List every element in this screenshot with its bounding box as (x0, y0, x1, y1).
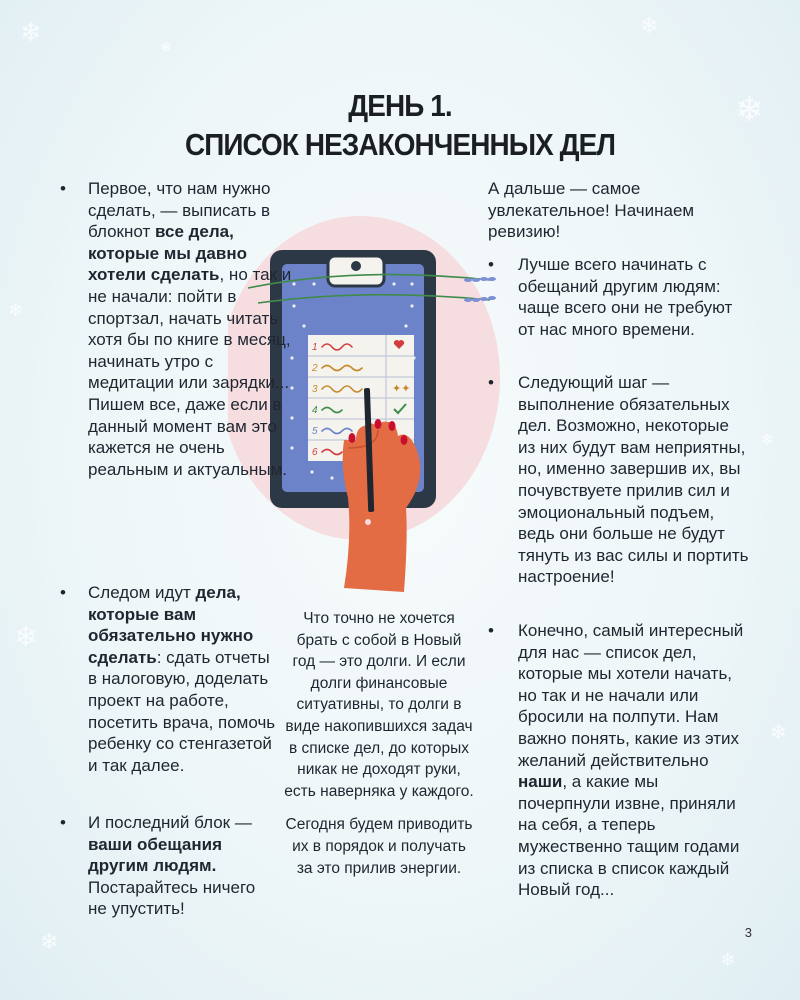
bold-text: дела, которые вам обязательно нужно сделать (88, 583, 254, 667)
left-bullet-2 (60, 582, 280, 776)
snowflake-icon: ❄ (40, 930, 59, 955)
snowflake-icon: ❄ (8, 300, 24, 321)
list-number: 2 (312, 363, 318, 374)
text: И последний блок — (88, 813, 252, 832)
left-bullet-3 (60, 812, 270, 920)
middle-paragraph-1: Что точно не хочется брать с собой в Новый год — это долги. И если долги финансовые ситуативны, то долги в виде накопившихся задач в списке дел, до которых никак не доходят руки, есть наверняка у каждого. (284, 610, 474, 800)
page-title (0, 86, 800, 164)
bullet-icon: • (488, 255, 494, 274)
text: Постарайтесь ничего не упустить! (88, 877, 256, 919)
text: Первое, что нам нужно сделать, — выписать в блокнот (88, 179, 271, 242)
title-line-1: ДЕНЬ 1. (348, 88, 452, 123)
right-bullet-2 (488, 372, 750, 588)
text: : сдать отчеты в налоговую, доделать проект на работе, посетить врача, помочь ребенку со стенгазетой и так далее. (88, 647, 276, 775)
snowflake-icon: ❄ (770, 720, 787, 744)
page-number: 3 (744, 925, 752, 940)
snowflake-icon: ❄ (14, 620, 38, 653)
snowflake-icon: ❄ (760, 430, 774, 449)
text: , а какие мы почерпнули извне, приняли на себя, а теперь мужественно тащим годами из списка в список каждый Новый год... (518, 772, 740, 900)
title-line-2: СПИСОК НЕЗАКОНЧЕННЫХ ДЕЛ (184, 127, 616, 162)
list-number: 6 (312, 447, 318, 458)
snowflake-icon: ❄ (735, 90, 764, 130)
snowflake-icon: ❄ (20, 18, 42, 48)
right-bullet-1 (488, 254, 750, 340)
left-bullet-1 (60, 178, 300, 480)
bullet-icon: • (488, 621, 494, 640)
list-number: 1 (312, 342, 318, 353)
bold-text: ваши обещания другим людям. (88, 834, 223, 876)
middle-paragraph-2: Сегодня будем приводить их в порядок и получать за это прилив энергии. (285, 816, 473, 877)
text: , но так и не начали: пойти в спортзал, начать читать хотя бы по книге в месяц, начинать утро с медитации или зарядки... Пишем все, даже если в данный момент вам это кажется не очень реальным и актуальным. (88, 265, 292, 479)
middle-column (284, 608, 474, 879)
bullet-icon: • (60, 179, 66, 198)
plus-marks: ✦✦ (392, 382, 411, 395)
snowflake-icon: ❄ (640, 14, 659, 39)
bullet-icon: • (60, 813, 66, 832)
snowflake-icon: ❄ (720, 950, 736, 971)
list-number: 5 (312, 426, 318, 437)
list-number: 3 (312, 384, 318, 395)
bullet-icon: • (60, 583, 66, 602)
right-intro: А дальше — самое увлекательное! Начинаем ревизию! (488, 179, 695, 242)
right-bullet-3 (488, 620, 750, 901)
text: Следующий шаг — выполнение обязательных дел. Возможно, некоторые из них будут вам неприятны, но, именно завершив их, вы почувствуете прилив сил и эмоциональный подъем, ведь они больше не будут тянуть из вас силы и портить настроение! (518, 373, 749, 587)
bold-text: все дела, которые мы давно хотели сделать (88, 222, 247, 285)
bullet-icon: • (488, 373, 494, 392)
snowflake-icon: ❄ (160, 40, 172, 56)
bold-text: наши (518, 772, 563, 792)
right-column (488, 178, 750, 900)
text: Лучше всего начинать с обещаний другим людям: чаще всего они не требуют от нас много времени. (518, 255, 733, 339)
list-number: 4 (312, 405, 318, 416)
text: Конечно, самый интересный для нас — список дел, которые мы хотели начать, но так и не начали или бросили на полпути. Нам важно понять, какие из этих желаний действительно (518, 621, 744, 770)
text: Следом идут (88, 583, 196, 602)
